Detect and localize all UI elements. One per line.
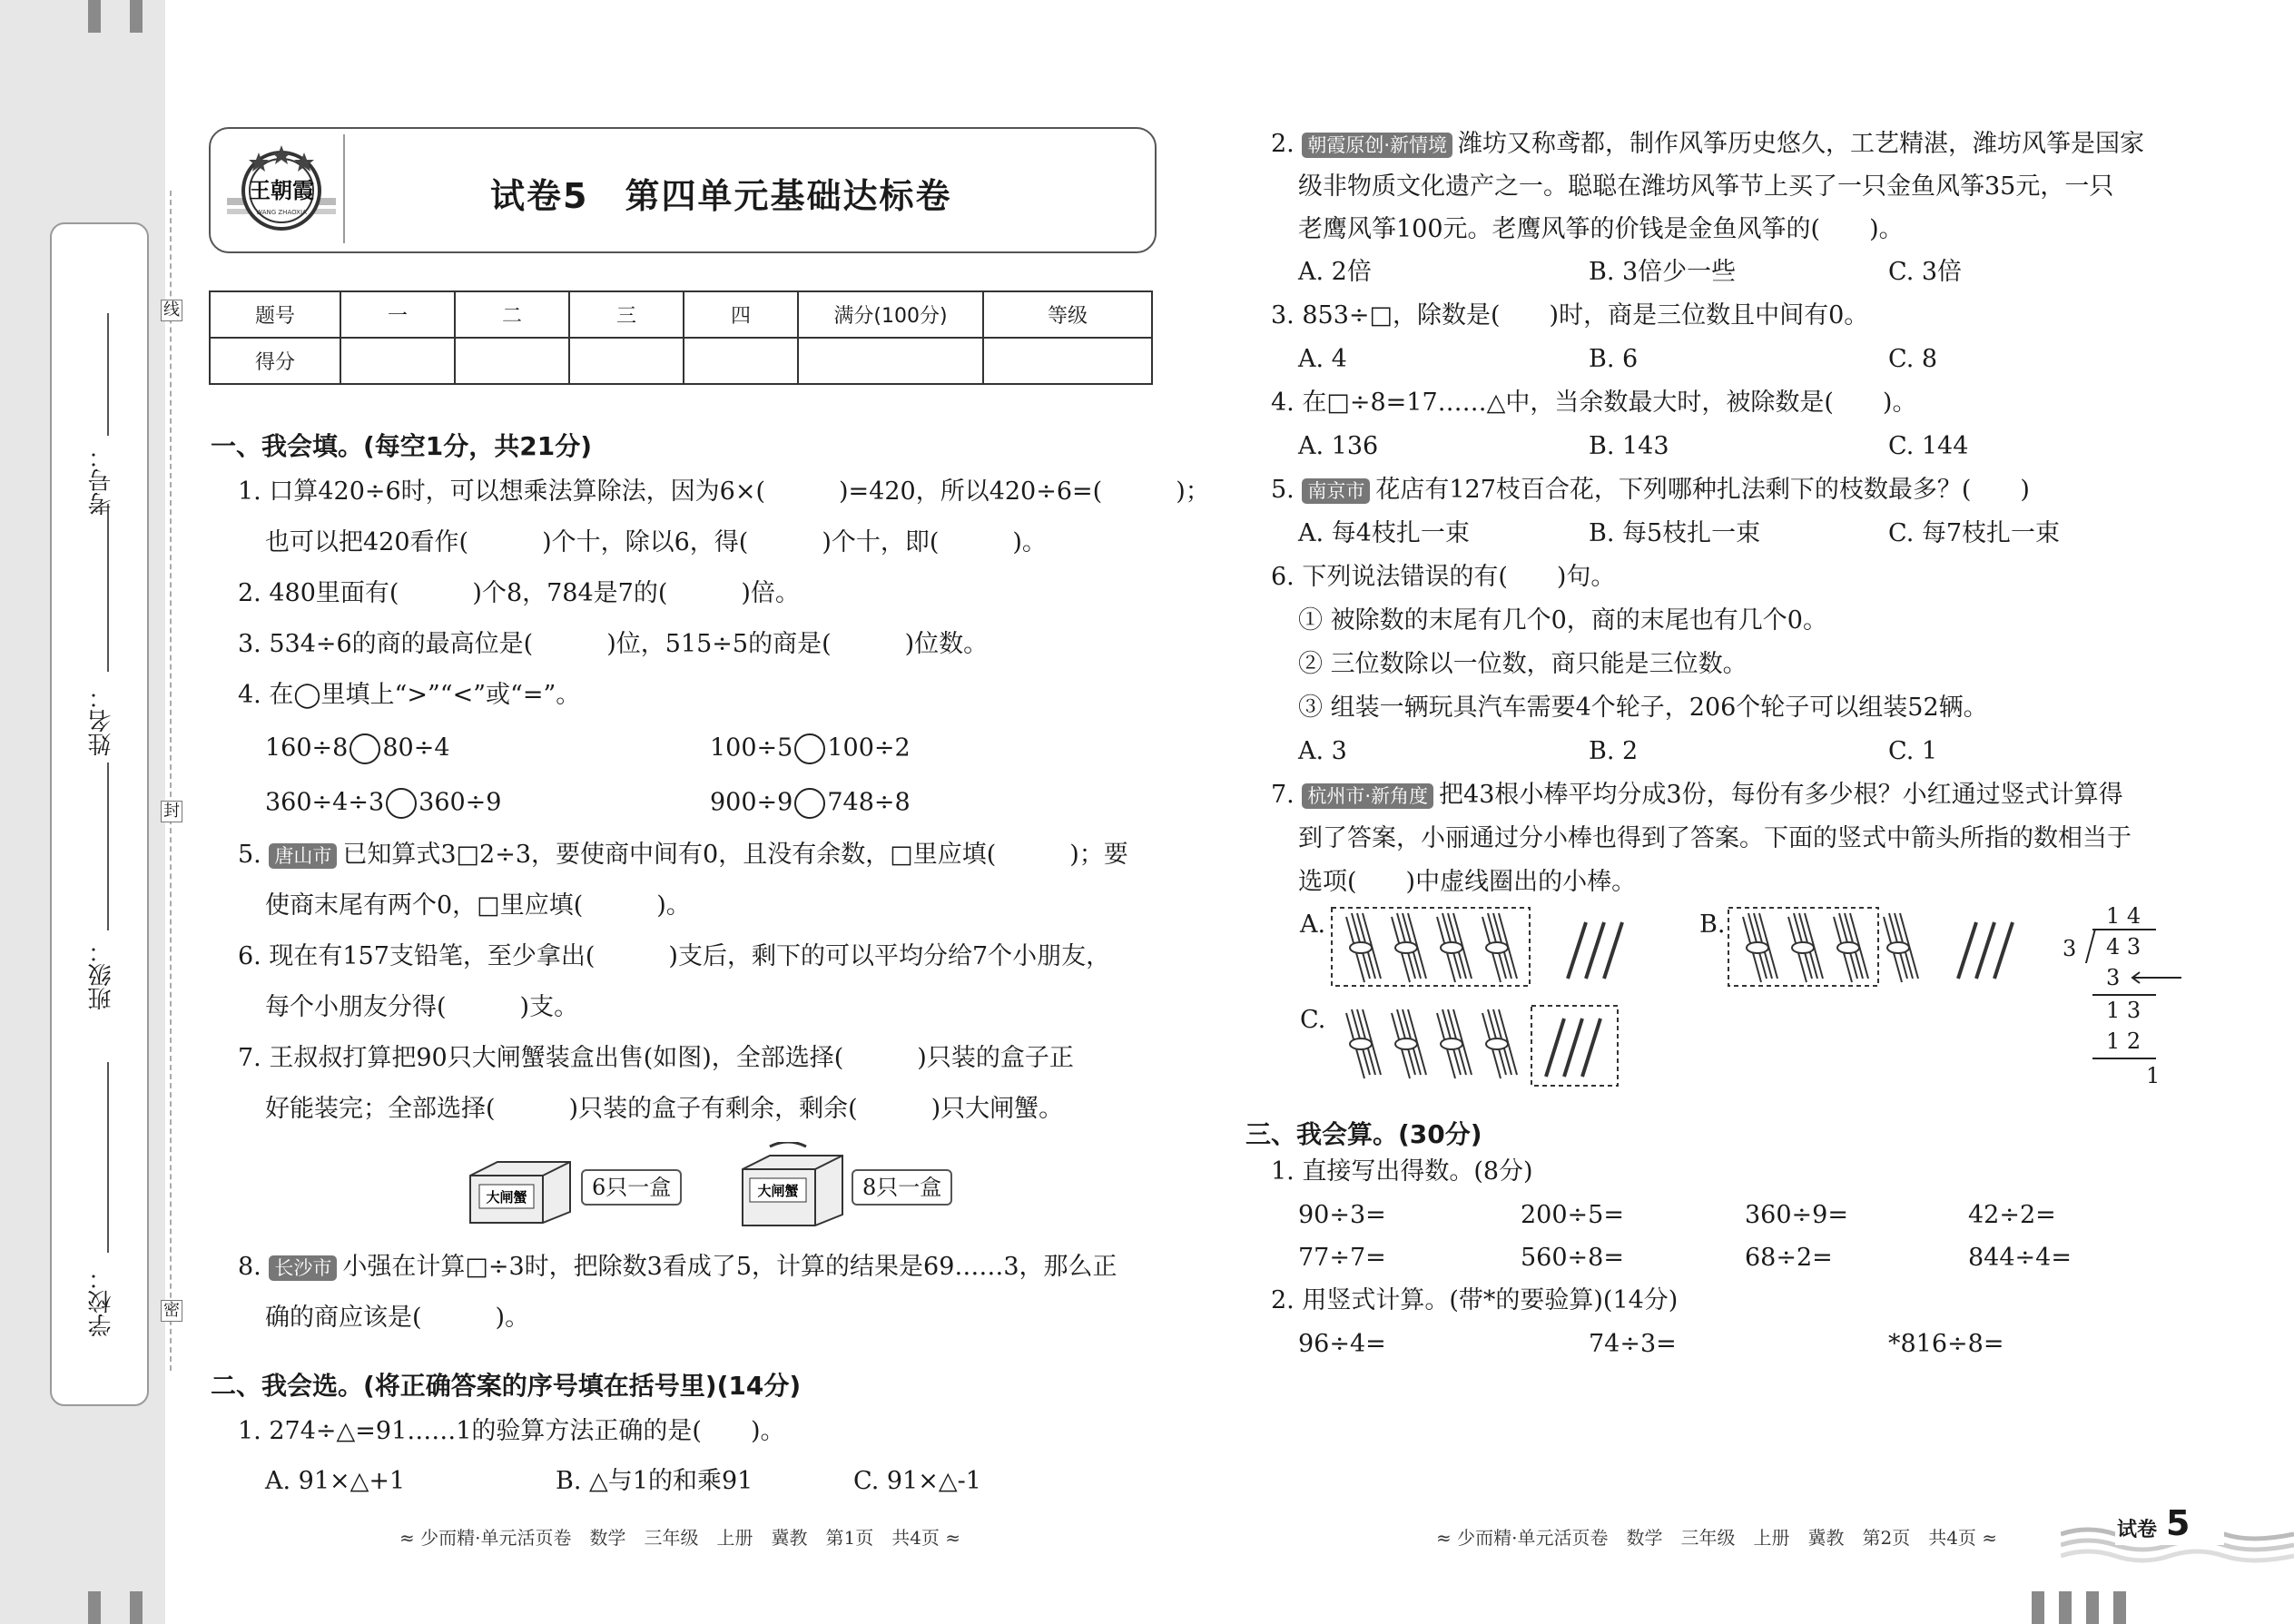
question-r5: 5. 南京市 花店有127枝百合花，下列哪种扎法剩下的枝数最多？( )	[1271, 476, 2030, 504]
calc-item: 74÷3=	[1589, 1330, 1677, 1358]
division-line	[2092, 1058, 2156, 1059]
compare-right: 80÷4	[382, 733, 450, 763]
option-c: C. 1	[1888, 737, 1938, 765]
compare-item	[265, 733, 450, 764]
region-tag: 唐山市	[269, 843, 337, 869]
sticks-option-b-icon	[1727, 906, 2035, 992]
calc-question-1: 1. 直接写出得数。(8分)	[1271, 1157, 1533, 1186]
compare-circle[interactable]	[350, 733, 380, 764]
name-line	[107, 504, 109, 672]
question-r2-text: 潍坊又称鸢都，制作风筝历史悠久，工艺精湛，潍坊风筝是国家	[1458, 130, 2145, 158]
logo-text: 王朝霞	[249, 177, 314, 203]
option-c: C. 8	[1888, 345, 1938, 373]
long-division	[2061, 903, 2197, 1094]
question-r7-line-3: 选项( )中虚线圈出的小棒。	[1298, 868, 1637, 896]
calc-item: 77÷7=	[1298, 1244, 1386, 1272]
score-table	[209, 290, 1153, 385]
option-a: A. 每4枝扎一束	[1298, 519, 1470, 547]
section-3-title: 三、我会算。(30分)	[1245, 1119, 1482, 1149]
class-line	[107, 763, 109, 930]
calc-item: *816÷8=	[1888, 1330, 2004, 1358]
divisor: 3	[2063, 936, 2077, 961]
question-5-line-1: 5. 唐山市 已知算式3□2÷3，要使商中间有0，且没有余数，□里应填( )；要	[238, 841, 1128, 869]
page-footer-right: ≈ 少而精·单元活页卷 数学 三年级 上册 冀教 第2页 共4页 ≈	[1436, 1527, 1998, 1549]
question-5-text: 已知算式3□2÷3，要使商中间有0，且没有余数，□里应填( )；要	[342, 841, 1128, 869]
calc-question-2: 2. 用竖式计算。(带*的要验算)(14分)	[1271, 1286, 1679, 1314]
score-cell[interactable]	[455, 338, 569, 384]
badge-number: 5	[2166, 1503, 2191, 1543]
score-cell[interactable]	[684, 338, 798, 384]
sticks-option-a-icon	[1330, 906, 1639, 992]
option-a: A. 2倍	[1298, 258, 1372, 286]
compare-circle[interactable]	[794, 733, 825, 764]
compare-item	[710, 733, 911, 764]
option-c: C. 每7枝扎一束	[1888, 519, 2061, 547]
calc-item: 90÷3=	[1298, 1201, 1386, 1229]
binding-mark	[130, 1591, 143, 1624]
box-8-tag: 8只一盒	[852, 1169, 952, 1206]
option-a: A. 3	[1298, 737, 1347, 765]
question-r4: 4. 在□÷8=17……△中，当余数最大时，被除数是( )。	[1271, 389, 1917, 417]
option-b-label: B.	[1699, 910, 1726, 939]
exam-number-line	[107, 313, 109, 436]
question-6-line-1: 6. 现在有157支铅笔，至少拿出( )支后，剩下的可以平均分给7个小朋友，	[238, 942, 1111, 970]
logo-subtext: WANG ZHAOXIA	[256, 209, 307, 216]
option-a-label: A.	[1300, 910, 1326, 939]
question-r2-line-3: 老鹰风筝100元。老鹰风筝的价钱是金鱼风筝的( )。	[1298, 215, 1904, 243]
option-c: C. 91×△-1	[853, 1467, 981, 1495]
title-divider	[343, 134, 345, 243]
table-header-cell: 三	[569, 291, 684, 338]
box-6-tag: 6只一盒	[581, 1169, 682, 1206]
step-2: 1 3	[2106, 998, 2141, 1023]
compare-circle[interactable]	[794, 788, 825, 819]
statement-3: ③ 组装一辆玩具汽车需要4个轮子，206个轮子可以组装52辆。	[1298, 694, 1988, 722]
calc-item: 560÷8=	[1521, 1244, 1624, 1272]
score-cell[interactable]	[340, 338, 455, 384]
binding-mark	[2032, 1591, 2044, 1624]
school-line	[107, 1062, 109, 1253]
step-1: 3	[2106, 965, 2121, 990]
name-label: 姓名：	[88, 685, 115, 756]
calc-item: 42÷2=	[1968, 1201, 2056, 1229]
question-3: 3. 534÷6的商的最高位是( )位，515÷5的商是( )位数。	[238, 630, 989, 658]
region-tag: 杭州市·新角度	[1302, 783, 1433, 809]
question-r7-line-2: 到了答案，小丽通过分小棒也得到了答案。下面的竖式中箭头所指的数相当于	[1298, 824, 2132, 852]
option-b: B. 每5枝扎一束	[1589, 519, 1761, 547]
option-b: B. △与1的和乘91	[556, 1467, 753, 1495]
question-r6: 6. 下列说法错误的有( )句。	[1271, 563, 1616, 591]
region-tag: 长沙市	[269, 1255, 337, 1281]
remainder: 1	[2146, 1063, 2161, 1088]
statement-2: ② 三位数除以一位数，商只能是三位数。	[1298, 650, 1748, 678]
compare-item	[265, 788, 501, 819]
binding-mark	[2113, 1591, 2126, 1624]
score-cell[interactable]	[569, 338, 684, 384]
publisher-logo	[227, 134, 336, 243]
badge-label: 试卷	[2117, 1519, 2158, 1541]
seal-word: 线	[161, 300, 182, 321]
compare-left: 160÷8	[265, 733, 349, 763]
binding-mark	[2059, 1591, 2072, 1624]
question-1-line-1: 1. 口算420÷6时，可以想乘法算除法，因为6×( )=420，所以420÷6=( )；	[238, 477, 1210, 506]
compare-left: 360÷4÷3	[265, 788, 385, 817]
table-header-cell: 四	[684, 291, 798, 338]
division-line	[2092, 994, 2156, 996]
compare-circle[interactable]	[386, 788, 417, 819]
page-footer-left: ≈ 少而精·单元活页卷 数学 三年级 上册 冀教 第1页 共4页 ≈	[399, 1527, 961, 1549]
score-cell[interactable]	[798, 338, 983, 384]
question-7-line-2: 好能装完；全部选择( )只装的盒子有剩余，剩余( )只大闸蟹。	[265, 1095, 1064, 1123]
section-1-title: 一、我会填。(每空1分，共21分)	[211, 431, 593, 461]
exam-number-label: 考号：	[88, 445, 115, 516]
table-header-cell: 等级	[983, 291, 1152, 338]
division-bracket	[2085, 929, 2096, 963]
question-r2-line-1: 2. 朝霞原创·新情境 潍坊又称鸢都，制作风筝历史悠久，工艺精湛，潍坊风筝是国家	[1271, 130, 2145, 158]
question-r3: 3. 853÷□，除数是( )时，商是三位数且中间有0。	[1271, 301, 1869, 330]
calc-item: 360÷9=	[1745, 1201, 1848, 1229]
division-bar	[2092, 929, 2156, 930]
region-tag: 南京市	[1302, 478, 1370, 504]
box-label: 大闸蟹	[757, 1183, 799, 1199]
section-2-title: 二、我会选。(将正确答案的序号填在括号里)(14分)	[211, 1371, 802, 1401]
question-8-text: 小强在计算□÷3时，把除数3看成了5，计算的结果是69……3，那么正	[342, 1253, 1117, 1281]
page-title: 试卷5 第四单元基础达标卷	[490, 176, 952, 216]
question-1-line-2: 也可以把420看作( )个十，除以6，得( )个十，即( )。	[265, 528, 1047, 556]
table-header-cell: 题号	[210, 291, 340, 338]
step-3: 1 2	[2106, 1029, 2141, 1054]
question-r7-line-1: 7. 杭州市·新角度 把43根小棒平均分成3份，每份有多少根？小红通过竖式计算得	[1271, 781, 2123, 809]
option-c-label: C.	[1300, 1006, 1326, 1034]
cut-line	[170, 191, 172, 1371]
option-b: B. 143	[1589, 432, 1669, 460]
compare-left: 100÷5	[710, 733, 793, 763]
option-b: B. 6	[1589, 345, 1639, 373]
school-label: 学校：	[88, 1266, 115, 1337]
crab-box-icon	[461, 1148, 579, 1225]
binding-mark	[88, 0, 101, 33]
option-c: C. 3倍	[1888, 258, 1963, 286]
compare-left: 900÷9	[710, 788, 793, 817]
score-row-label: 得分	[210, 338, 340, 384]
compare-right: 748÷8	[827, 788, 911, 817]
calc-item: 844÷4=	[1968, 1244, 2072, 1272]
option-a: A. 91×△+1	[265, 1467, 406, 1495]
table-header-cell: 一	[340, 291, 455, 338]
sticks-option-c-icon	[1330, 999, 1639, 1089]
student-info-box	[50, 222, 149, 1406]
calc-item: 96÷4=	[1298, 1330, 1386, 1358]
choice-question-1: 1. 274÷△=91……1的验算方法正确的是( )。	[238, 1417, 785, 1445]
table-header-cell: 二	[455, 291, 569, 338]
calc-item: 200÷5=	[1521, 1201, 1624, 1229]
question-4: 4. 在◯里填上“>”“<”或“=”。	[238, 681, 581, 709]
seal-word: 密	[161, 1300, 182, 1322]
question-r2-line-2: 级非物质文化遗产之一。聪聪在潍坊风筝节上买了一只金鱼风筝35元，一只	[1298, 172, 2114, 201]
compare-right: 360÷9	[418, 788, 502, 817]
option-c: C. 144	[1888, 432, 1969, 460]
compare-item	[710, 788, 911, 819]
question-7-line-1: 7. 王叔叔打算把90只大闸蟹装盒出售(如图)，全部选择( )只装的盒子正	[238, 1044, 1074, 1072]
statement-1: ① 被除数的末尾有几个0，商的末尾也有几个0。	[1298, 606, 1827, 635]
quotient: 1 4	[2106, 903, 2141, 929]
option-b: B. 3倍少一些	[1589, 258, 1737, 286]
arrow-left-icon	[2129, 970, 2183, 985]
question-8-line-2: 确的商应该是( )。	[265, 1304, 530, 1332]
binding-mark	[130, 0, 143, 33]
crab-box-icon	[733, 1142, 852, 1228]
class-label: 班级：	[88, 940, 115, 1010]
region-tag: 朝霞原创·新情境	[1302, 133, 1452, 158]
option-a: A. 136	[1298, 432, 1379, 460]
question-r7-text: 把43根小棒平均分成3份，每份有多少根？小红通过竖式计算得	[1439, 781, 2123, 809]
calc-item: 68÷2=	[1745, 1244, 1833, 1272]
question-5-line-2: 使商末尾有两个0，□里应填( )。	[265, 891, 691, 920]
binding-mark	[2086, 1591, 2099, 1624]
table-header-cell: 满分(100分)	[798, 291, 983, 338]
binding-mark	[88, 1591, 101, 1624]
option-b: B. 2	[1589, 737, 1639, 765]
seal-word: 封	[161, 801, 182, 822]
option-a: A. 4	[1298, 345, 1347, 373]
question-6-line-2: 每个小朋友分得( )支。	[265, 993, 579, 1021]
dividend: 4 3	[2106, 934, 2141, 960]
question-2: 2. 480里面有( )个8，784是7的( )倍。	[238, 579, 800, 607]
question-8-line-1: 8. 长沙市 小强在计算□÷3时，把除数3看成了5，计算的结果是69……3，那么正	[238, 1253, 1117, 1281]
question-r5-text: 花店有127枝百合花，下列哪种扎法剩下的枝数最多？( )	[1375, 476, 2030, 504]
compare-right: 100÷2	[827, 733, 911, 763]
box-label: 大闸蟹	[486, 1189, 527, 1206]
score-cell[interactable]	[983, 338, 1152, 384]
